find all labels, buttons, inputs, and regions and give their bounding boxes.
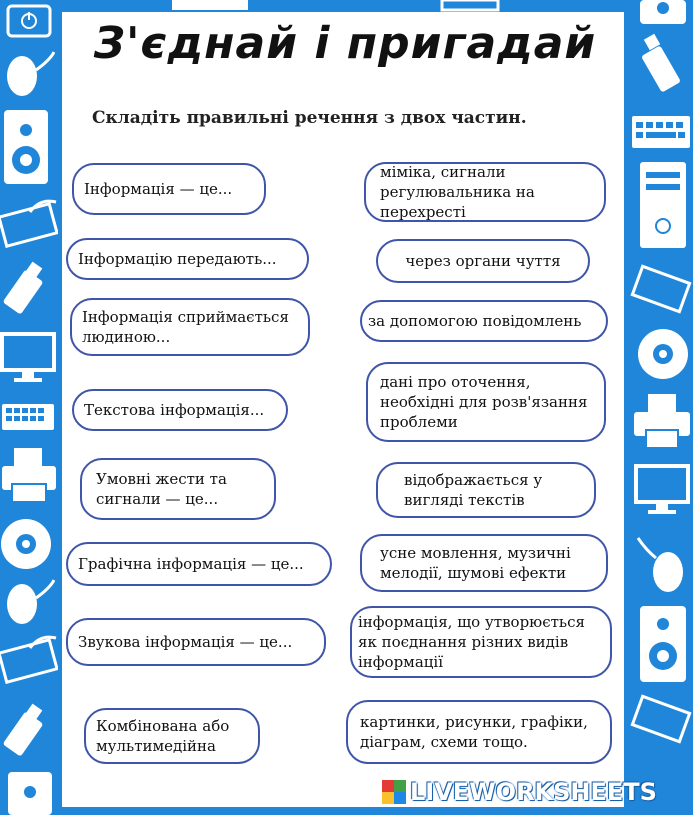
right-item[interactable]: інформація, що утворюється як поєднання різних видів інформації: [350, 606, 612, 678]
usb-drive-icon: [2, 700, 56, 760]
left-item[interactable]: Звукова інформація — це...: [66, 618, 326, 666]
keyboard-icon: [0, 634, 58, 684]
left-item[interactable]: Інформацію передають...: [66, 238, 309, 280]
monitor-icon: [632, 462, 692, 526]
liveworksheets-brand: [382, 774, 688, 810]
usb-drive-icon: [2, 258, 56, 318]
mouse-icon: [0, 50, 55, 100]
speaker-icon: [636, 604, 690, 684]
left-item[interactable]: Умовні жести та сигнали — це...: [80, 458, 276, 520]
right-item[interactable]: через органи чуття: [376, 239, 590, 283]
right-item[interactable]: картинки, рисунки, графіки, діаграм, схеми тощо.: [346, 700, 612, 764]
disc-icon: [0, 516, 56, 572]
right-item[interactable]: відображається у вигляді текстів: [376, 462, 596, 518]
monitor-icon: [0, 330, 58, 390]
mouse-icon: [636, 536, 692, 596]
keyboard-icon: [630, 260, 692, 320]
right-item[interactable]: міміка, сигнали регулювальника на перехресті: [364, 162, 606, 222]
right-item[interactable]: за допомогою повідомлень: [360, 300, 608, 342]
left-item[interactable]: Комбінована або мультимедійна: [84, 708, 260, 764]
left-item[interactable]: Інформація сприймається людиною...: [70, 298, 310, 356]
liveworksheets-logo-icon: [382, 780, 406, 804]
usb-drive-icon: [636, 30, 692, 100]
instruction-text: Складіть правильні речення з двох частин.: [92, 108, 527, 128]
printer-icon: [632, 392, 692, 452]
keyboard-icon: [0, 398, 58, 434]
left-item[interactable]: Графічна інформація — це...: [66, 542, 332, 586]
speaker-icon: [2, 108, 52, 188]
speaker-icon: [636, 0, 691, 26]
left-item[interactable]: Текстова інформація...: [72, 389, 288, 431]
keyboard-icon: [630, 110, 692, 154]
keyboard-icon: [0, 198, 58, 248]
printer-icon: [0, 446, 58, 506]
mouse-icon: [0, 578, 55, 628]
power-button-icon: [4, 2, 54, 42]
page-title: З'єднай і пригадай: [93, 18, 597, 69]
keyboard-icon: [170, 0, 250, 12]
brand-text: LIVEWORKSHEETS: [410, 778, 657, 806]
right-item[interactable]: дані про оточення, необхідні для розв'язання проблеми: [366, 362, 606, 442]
disc-icon: [636, 326, 692, 382]
keyboard-icon: [630, 690, 692, 750]
computer-tower-icon: [636, 160, 690, 250]
speaker-icon: [6, 770, 56, 815]
right-item[interactable]: усне мовлення, музичні мелодії, шумові ефекти: [360, 534, 608, 592]
monitor-icon: [440, 0, 500, 12]
left-item[interactable]: Інформація — це...: [72, 163, 266, 215]
